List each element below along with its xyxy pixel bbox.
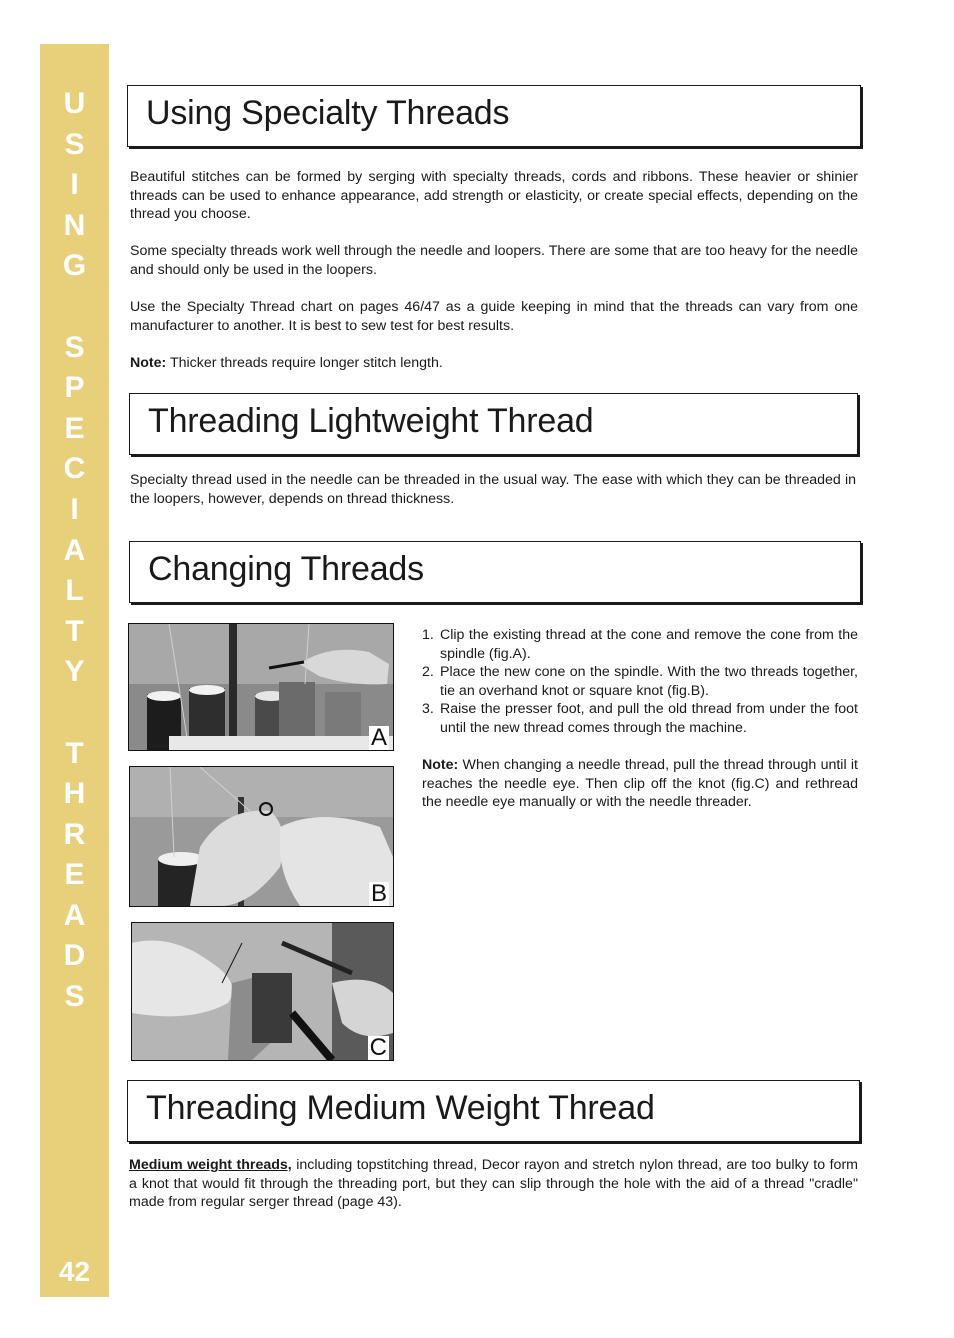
side-tab-letter: A bbox=[63, 533, 86, 567]
paragraph: Some specialty threads work well through the needle and loopers. There are some that are too heavy for the needle and should only be used in the loopers. bbox=[130, 243, 858, 278]
side-tab-letter: I bbox=[70, 168, 79, 202]
paragraph bbox=[129, 1156, 858, 1212]
section-heading: Threading Medium Weight Thread bbox=[146, 1089, 655, 1127]
figure-label: C bbox=[369, 1034, 387, 1061]
paragraph: Specialty thread used in the needle can be threaded in the usual way. The ease with which they can be threaded in the loopers, however, depends on thread thickness. bbox=[130, 472, 856, 507]
section-heading: Threading Lightweight Thread bbox=[148, 402, 594, 440]
heading-box-threading-lightweight-thread bbox=[129, 393, 858, 455]
lead-term: Medium weight threads, bbox=[129, 1157, 292, 1173]
heading-box-using-specialty-threads bbox=[127, 85, 861, 147]
side-tab-letter: E bbox=[64, 858, 85, 892]
section-heading: Using Specialty Threads bbox=[146, 94, 510, 132]
note bbox=[422, 756, 858, 812]
list-item bbox=[422, 626, 858, 663]
note-text: When changing a needle thread, pull the thread through until it reaches the needle eye. Then clip off the knot (fig.C) and rethread the needle eye manually or with the needle threader. bbox=[422, 757, 858, 811]
side-tab-letter: S bbox=[64, 127, 85, 161]
side-tab-letter: E bbox=[64, 411, 85, 445]
step-text: Clip the existing thread at the cone and remove the cone from the spindle (fig.A). bbox=[440, 627, 858, 662]
side-tab-letter: H bbox=[63, 777, 86, 811]
photo-tying-knot bbox=[129, 766, 394, 907]
list-item bbox=[422, 663, 858, 700]
page-number: 42 bbox=[58, 1256, 91, 1287]
side-tab-letter: T bbox=[65, 614, 84, 648]
side-tab-letter: S bbox=[64, 330, 85, 364]
heading-box-changing-threads bbox=[129, 541, 861, 603]
figure-label: A bbox=[370, 724, 387, 751]
section-heading: Changing Threads bbox=[148, 550, 424, 588]
side-tab bbox=[40, 44, 109, 1297]
side-tab-letter: T bbox=[65, 736, 84, 770]
side-tab-letter bbox=[40, 287, 109, 328]
side-tab-letter: N bbox=[63, 208, 86, 242]
photo-clipping-knot-at-needle bbox=[131, 922, 394, 1061]
figure-label: B bbox=[370, 880, 387, 907]
side-tab-letter: U bbox=[63, 87, 86, 120]
note-label: Note: bbox=[422, 757, 459, 773]
side-tab-letter: Y bbox=[64, 655, 85, 689]
side-tab-letter: G bbox=[62, 249, 87, 283]
note bbox=[130, 354, 858, 373]
note-label: Note: bbox=[130, 355, 167, 371]
paragraph: Use the Specialty Thread chart on pages 46/47 as a guide keeping in mind that the threads can vary from one manufacturer to another. It is best to sew test for best results. bbox=[130, 299, 858, 334]
side-tab-letter: I bbox=[70, 492, 79, 526]
step-number: 1. bbox=[422, 627, 434, 643]
side-tab-letter: C bbox=[63, 452, 86, 486]
side-tab-letter: D bbox=[63, 939, 86, 973]
paragraph: Beautiful stitches can be formed by serging with specialty threads, cords and ribbons. These heavier or shinier threads can be used to enhance appearance, add strength or elasticity, or create special effects, depending on the thread you choose. bbox=[130, 169, 858, 223]
list-item bbox=[422, 700, 858, 737]
paragraph-text: including topstitching thread, Decor rayon and stretch nylon thread, are too bulky to form a knot that would fit through the threading port, but they can slip through the hole with the aid of a thread "cradle" made from regular serger thread (page 43). bbox=[129, 1157, 858, 1211]
step-number: 2. bbox=[422, 664, 434, 681]
side-tab-letter: A bbox=[63, 898, 86, 932]
side-tab-letter: P bbox=[64, 371, 85, 405]
note-text: Thicker threads require longer stitch length. bbox=[166, 355, 443, 371]
step-text: Raise the presser foot, and pull the old thread from under the foot until the new thread comes through the machine. bbox=[440, 701, 858, 736]
step-number: 3. bbox=[422, 701, 434, 718]
side-tab-letter: S bbox=[64, 980, 85, 1014]
side-tab-letter: L bbox=[65, 574, 84, 608]
heading-box-threading-medium-weight-thread bbox=[127, 1080, 860, 1142]
side-tab-title bbox=[40, 84, 109, 1018]
side-tab-letter: R bbox=[63, 817, 86, 851]
step-text: Place the new cone on the spindle. With the two threads together, tie an overhand knot or square knot (fig.B). bbox=[440, 664, 858, 699]
photo-clipping-thread-at-cone bbox=[128, 623, 394, 751]
steps-list bbox=[422, 626, 858, 738]
side-tab-letter bbox=[40, 693, 109, 734]
